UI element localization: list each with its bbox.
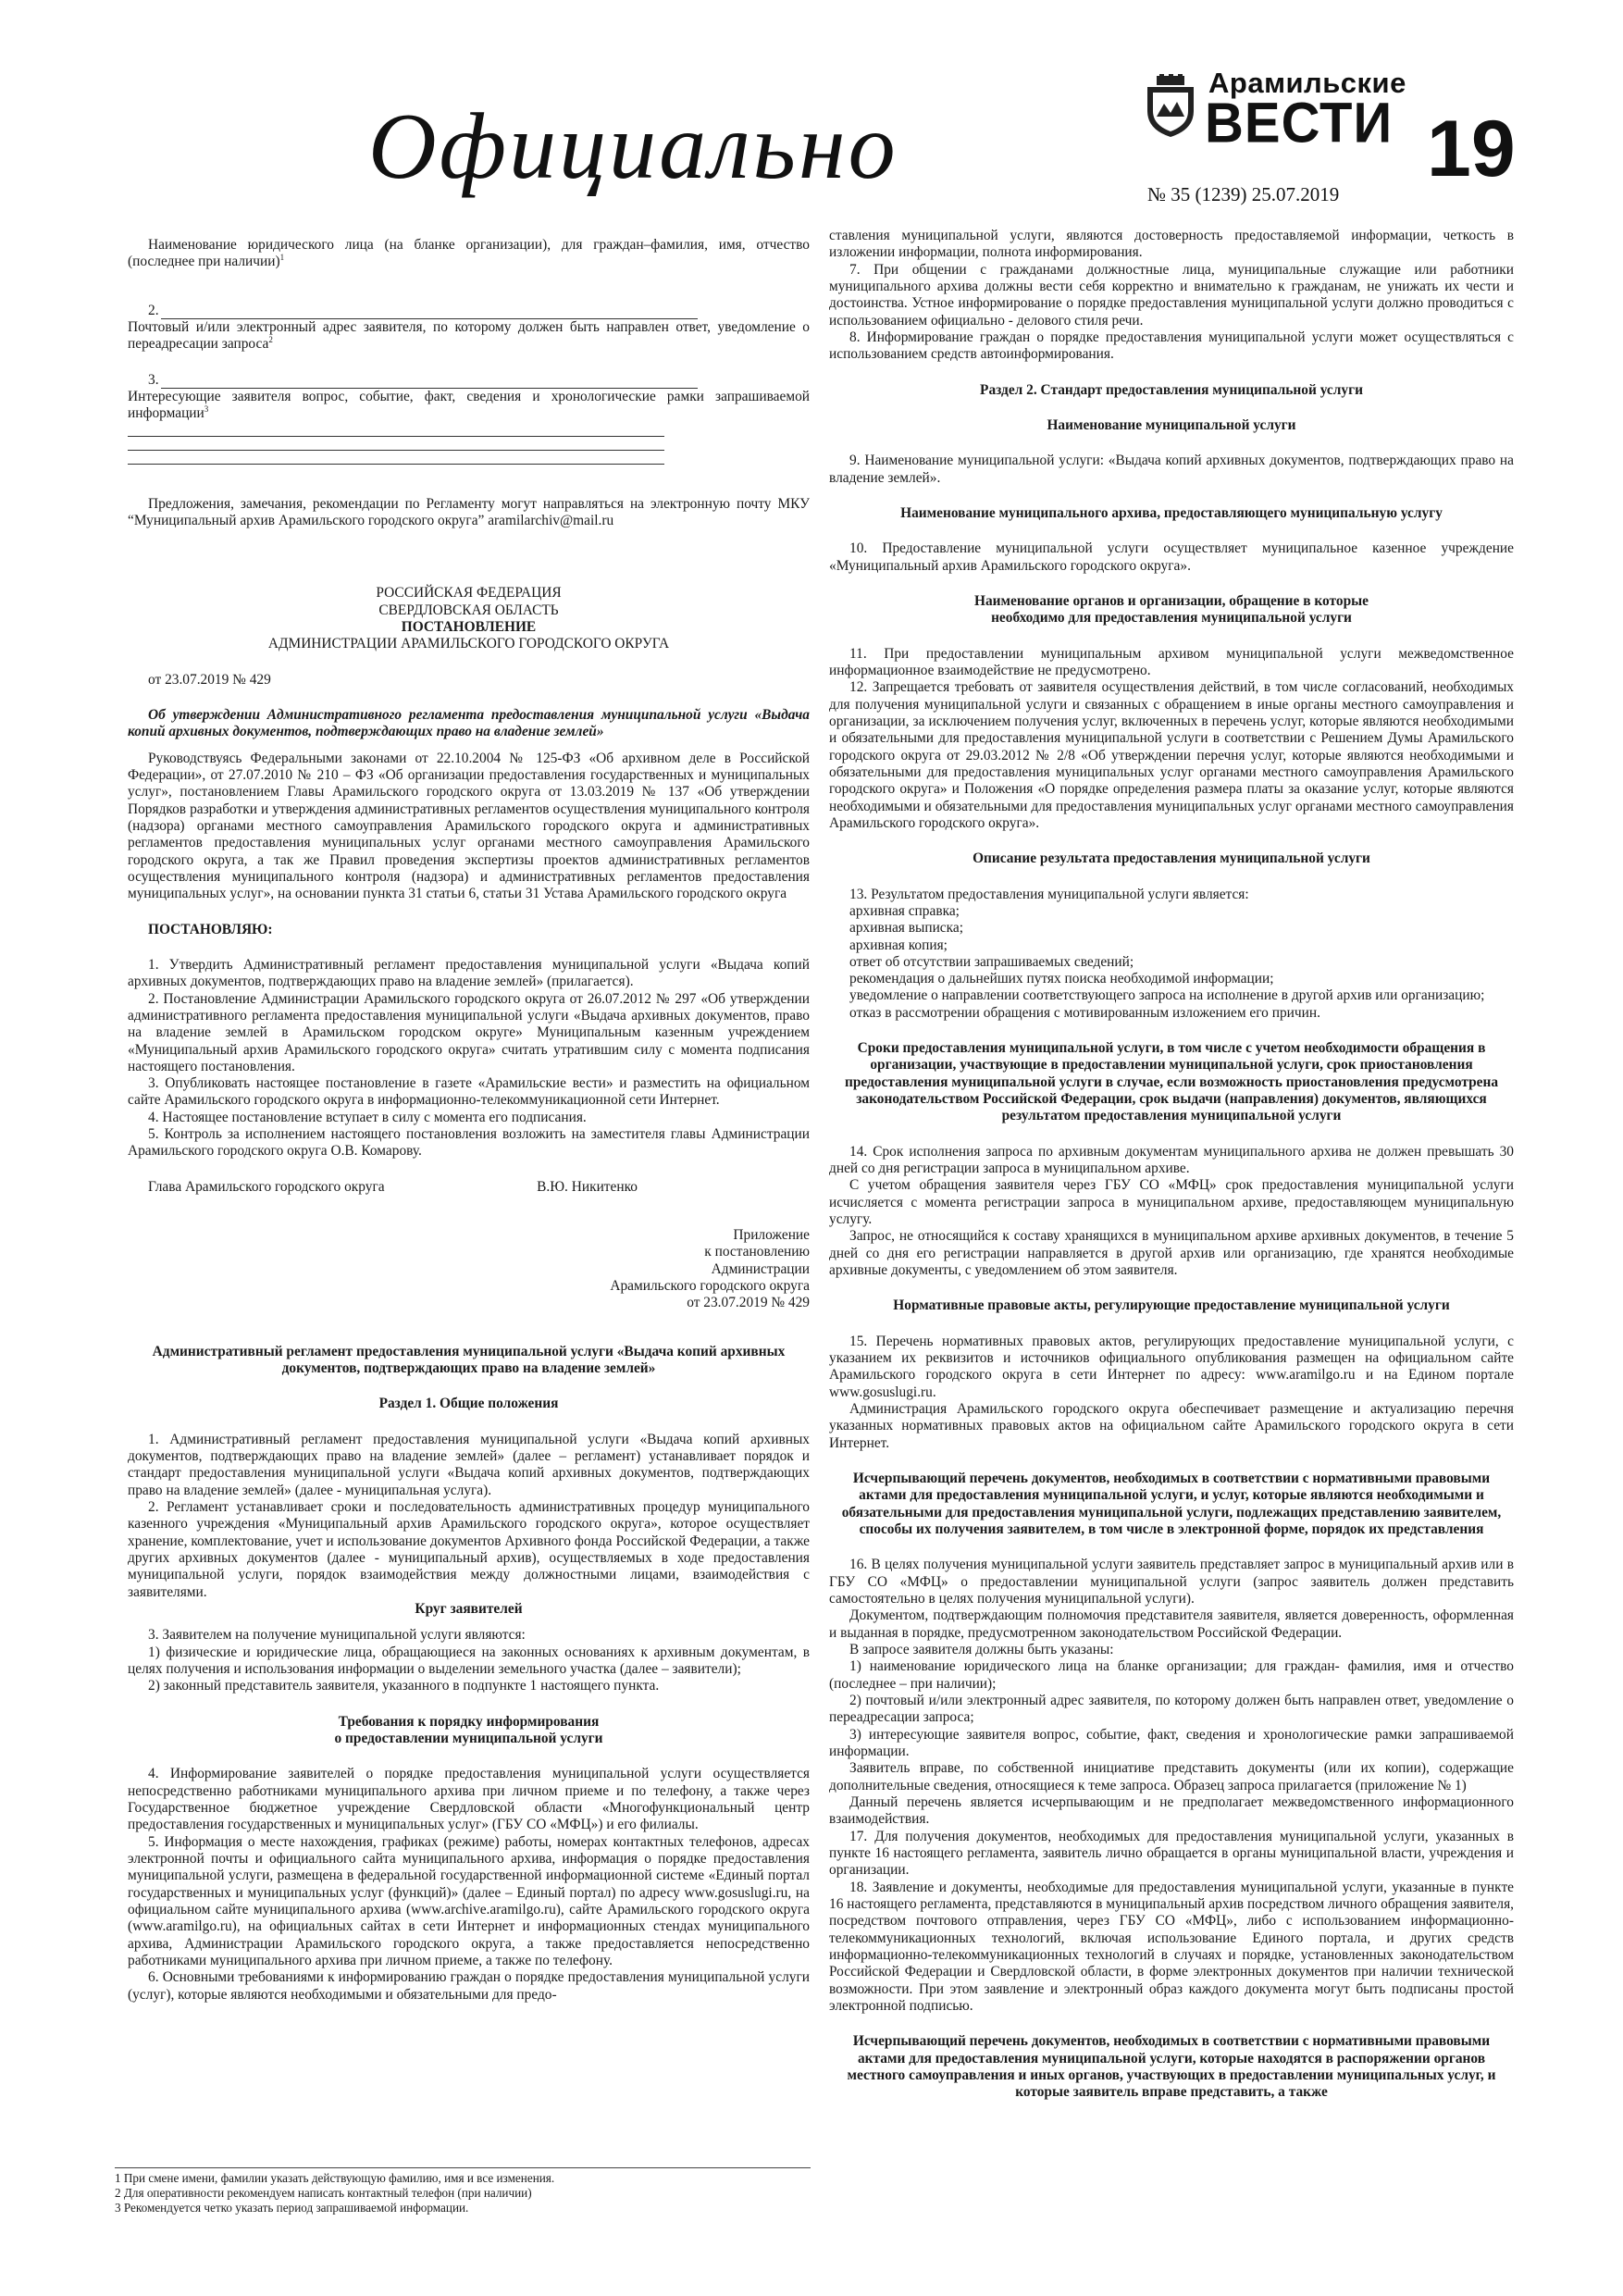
paragraph: 10. Предоставление муниципальной услуги осуществляет муниципальное казенное учреждение «Муниципальный архив Арамильского городского округа». (829, 540, 1514, 574)
archive-name-heading: Наименование муниципального архива, предоставляющего муниципальную услугу (900, 504, 1443, 521)
appendix-line: к постановлению (704, 1244, 810, 1260)
section-1-heading: Раздел 1. Общие положения (378, 1396, 559, 1412)
result-item: архивная справка; (849, 902, 960, 919)
regulation-title: Административный регламент предоставления муниципальной услуги «Выдача копий архивных документов, подтверждающих право на владение землей» (152, 1343, 786, 1377)
appendix-line: Арамильского городского округа (610, 1278, 810, 1295)
decree-header (128, 585, 810, 652)
paragraph: 16. В целях получения муниципальной услуги заявитель представляет запрос в муниципальный архив или в ГБУ СО «МФЦ» о предоставлении муниципальной услуги (запрос заявитель должен представить самостоятельно в целях получения муниципальной услуги). (829, 1557, 1514, 1607)
legal-acts-heading: Нормативные правовые акты, регулирующие предоставление муниципальной услуги (893, 1297, 1450, 1314)
form-field-2-line: 2. (128, 303, 810, 319)
paragraph: Запрос, не относящийся к составу хранящихся в муниципальном архиве архивных документов, в течение 5 дней со дня его регистрации направляется в другой архив или организацию, где хранятся необходимые архивные документы, с уведомлением об этом заявителя. (829, 1228, 1514, 1279)
decree-item: 3. Опубликовать настоящее постановление в газете «Арамильские вести» и разместить на официальном сайте Арамильского городского округа в информационно-телекоммуникационной сети Интернет. (128, 1075, 810, 1109)
paragraph: 3. Заявителем на получение муниципальной услуги являются: (148, 1627, 526, 1644)
logo-big-text: ВЕСТИ (1205, 91, 1394, 155)
decree-date: от 23.07.2019 № 429 (148, 671, 271, 688)
section-title: Официально (368, 94, 898, 199)
paragraph: 12. Запрещается требовать от заявителя осуществления действий, в том числе согласований, необходимых для получения муниципальной услуги и связанных с обращением в иные органы местного самоуправления и организации, за исключением получения услуг, включенных в перечень услуг, которые являются необходимыми и обязательными для предоставления муниципальной услуги в соответствии с Решением Думы Арамильского городского округа от 29.03.2012 № 2/8 «Об утверждении перечня услуг, которые являются необходимыми и обязательными для предоставления муниципальных услуг органами местного самоуправления Арамильского городского округа» и Положения «О порядке определения размера платы за оказание услуг, которые являются необходимыми и обязательными для предоставления муниципальных услуг органами местного самоуправления Арамильского городского округа». (829, 679, 1514, 831)
decree-item: 2. Постановление Администрации Арамильского городского округа от 26.07.2012 № 297 «Об утверждении административного регламента предоставления муниципальной услуги «Выдача архивных документов, право на владение землей в Арамильском городском округе» Муниципальным казенным учреждением «Муниципальный архив Арамильского городского округа» считать утратившим силу с момента подписания настоящего постановления. (128, 990, 810, 1074)
paragraph: 2) почтовый и/или электронный адрес заявителя, по которому должен быть направлен ответ, уведомление о переадресации запроса; (829, 1692, 1514, 1726)
result-item: архивная копия; (849, 937, 948, 953)
paragraph: 8. Информирование граждан о порядке предоставления муниципальной услуги может осуществляться с использованием средств автоинформирования. (829, 329, 1514, 363)
service-name-heading: Наименование муниципальной услуги (1047, 416, 1296, 433)
paragraph: 7. При общении с гражданами должностные лица, муниципальные служащие или работники муниципального архива должны вести себя корректно и внимательно к гражданам, не унижать их чести и достоинства. Устное информирование о порядке предоставления муниципальной услуги должно проводиться с использованием официально - делового стиля речи. (829, 261, 1514, 329)
paragraph: 11. При предоставлении муниципальным архивом муниципальной услуги межведомственное информационное взаимодействие не предусмотрено. (829, 645, 1514, 678)
paragraph: 6. Основными требованиями к информированию граждан о порядке предоставления муниципальной услуги (услуг), которые являются необходимыми и обязательными для предо- (128, 1969, 810, 2003)
appendix-note (128, 1227, 810, 1312)
paragraph: Заявитель вправе, по собственной инициативе представить документы (или их копии), содержащие дополнительные сведения, относящиеся к теме запроса. Образец запроса прилагается (приложение № 1) (829, 1760, 1514, 1793)
right-column (829, 228, 1514, 2102)
paragraph: 18. Заявление и документы, необходимые для предоставления муниципальной услуги, указанные в пункте 16 настоящего регламента, представляются в муниципальный архив посредством личного обращения заявителя, посредством почтового отправления, через ГБУ СО «МФЦ», либо с использованием информационно-телекоммуникационных технологий, включая использование Единого портала, и других средств информационно-телекоммуникационных технологий в случаях и порядке, установленных законодательством Российской Федерации и Свердловской области, в форме электронных документов при наличии технической возможности. При этом заявление и электронный образ каждого документа могут быть подписаны простой электронной подписью. (829, 1879, 1514, 2014)
page-number: 19 (1427, 105, 1516, 193)
documents-heading-2: Исчерпывающий перечень документов, необходимых в соответствии с нормативными правовыми актами для предоставления муниципальной услуги, которые находятся в распоряжении органов местного самоуправления и иных органов, участвующих в предоставлении муниципальных услуг, и которые заявитель вправе представить, а также (847, 2033, 1496, 2101)
paragraph: ставления муниципальной услуги, являются достоверность предоставляемой информации, четкость в изложении информации, полнота информирования. (829, 228, 1514, 261)
result-item: отказ в рассмотрении обращения с мотивированным изложением его причин. (849, 1004, 1320, 1021)
blank-line (128, 423, 664, 437)
logo-small-text: Арамильские (1208, 67, 1406, 99)
paragraph: 13. Результатом предоставления муниципальной услуги является: (849, 886, 1249, 902)
decree-authority: АДМИНИСТРАЦИИ АРАМИЛЬСКОГО ГОРОДСКОГО ОКРУГА (267, 636, 670, 652)
footnote: 3 Рекомендуется четко указать период запрашиваемой информации. (115, 2201, 469, 2215)
terms-heading: Сроки предоставления муниципальной услуги, в том числе с учетом необходимости обращения в организации, участвующие в предоставлении муниципальной услуги, срок приостановления предоставления муниципальной услуги в случае, если возможность приостановления предусмотрена законодательством Российской Федерации, срок выдачи (направления) документов, являющихся результатом предоставления муниципальной услуги (844, 1040, 1499, 1124)
decree-region: СВЕРДЛОВСКАЯ ОБЛАСТЬ (378, 602, 559, 618)
section-2-heading: Раздел 2. Стандарт предоставления муниципальной услуги (980, 381, 1363, 398)
paragraph: 14. Срок исполнения запроса по архивным документам муниципального архива не должен превышать 30 дней со дня регистрации запроса в муниципальном архиве. (829, 1143, 1514, 1177)
paragraph: Администрация Арамильского городского округа обеспечивает размещение и актуализацию перечня указанных нормативных правовых актов на официальном сайте Арамильского городского округа в сети Интернет. (829, 1401, 1514, 1451)
paragraph: 3) интересующие заявителя вопрос, событие, факт, сведения и хронологические рамки запрашиваемой информации. (829, 1726, 1514, 1759)
paragraph: 2) законный представитель заявителя, указанного в подпункте 1 настоящего пункта. (148, 1678, 660, 1694)
result-item: ответ об отсутствии запрашиваемых сведений; (849, 953, 1134, 970)
result-item: архивная выписка; (849, 920, 963, 937)
decree-item: 4. Настоящее постановление вступает в силу с момента его подписания. (148, 1109, 587, 1125)
info-requirements-heading: Требования к порядку информирования (338, 1713, 600, 1730)
paragraph: 5. Информация о месте нахождения, графиках (режиме) работы, номерах контактных телефонов, адресах электронной почты и официального сайта муниципального архива, информация о порядке предоставления муниципальной услуги, размещена в федеральной государственной информационной системе «Единый портал государственных и муниципальных услуг (функций)» (далее – Единый портал) по адресу www.gosuslugi.ru, на официальном сайте муниципального архива (www.archive.aramilgo.ru), сайте Арамильского городского округа (www.aramilgo.ru), на официальных сайтах в сети Интернет и информационных стендах муниципального архива, Администрации Арамильского городского округа, а также предоставляется непосредственно работниками муниципального архива при личном приеме, а также по телефону. (128, 1833, 810, 1968)
paragraph: 17. Для получения документов, необходимых для предоставления муниципальной услуги, указанных в пункте 16 настоящего регламента, заявитель лично обращается в органы муниципальной власти, учреждения и организации. (829, 1828, 1514, 1879)
appendix-line: Приложение (733, 1227, 810, 1244)
organizations-heading-2: необходимо для предоставления муниципальной услуги (991, 610, 1352, 627)
decree-item: 1. Утвердить Административный регламент предоставления муниципальной услуги «Выдача копий архивных документов, подтверждающих право на владение землей» (прилагается). (128, 956, 810, 990)
coat-of-arms-icon (1144, 74, 1197, 139)
footnote: 1 При смене имени, фамилии указать действующую фамилию, имя и все изменения. (115, 2171, 555, 2185)
paragraph: В запросе заявителя должны быть указаны: (849, 1641, 1114, 1657)
form-field-3-line: 3. (128, 372, 810, 389)
form-field-3: Интересующие заявителя вопрос, событие, факт, сведения и хронологические рамки запрашиваемой информации$^3$ (128, 388, 810, 422)
decree-title: Об утверждении Административного регламента предоставления муниципальной услуги «Выдача копий архивных документов, подтверждающих право на владение землей» (128, 706, 810, 740)
result-item: рекомендация о дальнейших путях поиска необходимой информации; (849, 971, 1274, 987)
footnotes (115, 2167, 811, 2215)
masthead (0, 0, 1623, 222)
form-field-2: Почтовый и/или электронный адрес заявителя, по которому должен быть направлен ответ, уведомление о переадресации запроса$^2$ (128, 318, 810, 353)
result-heading: Описание результата предоставления муниципальной услуги (973, 850, 1370, 867)
paragraph: Документом, подтверждающим полномочия представителя заявителя, является доверенность, оформленная и выданная в порядке, предусмотренном законодательством Российской Федерации. (829, 1607, 1514, 1641)
issue-number: № 35 (1239) 25.07.2019 (1147, 183, 1340, 205)
paragraph: 1) наименование юридического лица на бланке организации; для граждан- фамилия, имя и отчество (последнее – при наличии); (829, 1658, 1514, 1692)
paragraph: 1) физические и юридические лица, обращающиеся на законных основаниях к архивным документам, в целях получения и использования информации о выделении земельного участка (далее – заявители); (128, 1644, 810, 1678)
appendix-line: от 23.07.2019 № 429 (687, 1295, 810, 1311)
blank-line (128, 437, 664, 451)
info-requirements-heading-2: о предоставлении муниципальной услуги (334, 1731, 603, 1746)
paragraph: Данный перечень является исчерпывающим и не предполагает межведомственного информационного взаимодействия. (829, 1793, 1514, 1828)
signature-role: Глава Арамильского городского округа (148, 1178, 385, 1195)
paragraph: 4. Информирование заявителей о порядке предоставления муниципальной услуги осуществляется непосредственно работниками муниципального архива при личном приеме и по телефону, а также через Государственное бюджетное учреждение Свердловской области «Многофункциональный центр предоставления государственных и муниципальных услуг» (ГБУ СО «МФЦ») и его филиалы. (128, 1766, 810, 1833)
signature-block (128, 1179, 810, 1196)
proposals-text: Предложения, замечания, рекомендации по Регламенту могут направляться на электронную почту МКУ “Муниципальный архив Арамильского городского округа” aramilarchiv@mail.ru (128, 495, 810, 528)
applicants-heading: Круг заявителей (415, 1601, 523, 1618)
newspaper-logo (1144, 65, 1406, 176)
documents-heading: Исчерпывающий перечень документов, необходимых в соответствии с нормативными правовыми актами для предоставления муниципальной услуги, и услуг, которые являются необходимыми и обязательными для предоставления муниципальной услуги, подлежащих представлению заявителем, способы их получения заявителем, в том числе в электронной форме, порядок их представления (841, 1471, 1502, 1538)
appendix-line: Администрации (711, 1260, 810, 1277)
blank-line (128, 451, 664, 465)
result-item: уведомление о направлении соответствующего запроса на исполнение в другой архив или организацию; (849, 987, 1485, 1004)
paragraph: 9. Наименование муниципальной услуги: «Выдача копий архивных документов, подтверждающих право на владение землей». (829, 453, 1514, 486)
organizations-heading: Наименование органов и организации, обращение в которые (974, 592, 1369, 609)
left-column (128, 228, 810, 2004)
decree-item: 5. Контроль за исполнением настоящего постановления возложить на заместителя главы Администрации Арамильского городского округа О.В. Комарову. (128, 1126, 810, 1160)
paragraph: 1. Административный регламент предоставления муниципальной услуги «Выдача копий архивных документов, подтверждающих право на владение землей» (далее – регламент) устанавливает порядок и стандарт предоставления муниципальной услуги «Выдача копий архивных документов, подтверждающих право на владение землей» (далее - муниципальная услуга). (128, 1431, 810, 1498)
decree-resolve: ПОСТАНОВЛЯЮ: (148, 921, 273, 937)
decree-type: ПОСТАНОВЛЕНИЕ (401, 618, 537, 635)
form-field-1: Наименование юридического лица (на бланке организации), для граждан–фамилия, имя, отчество (последнее при наличии)$^1$ (128, 237, 810, 270)
signature-name: В.Ю. Никитенко (537, 1178, 638, 1195)
decree-preamble: Руководствуясь Федеральными законами от 22.10.2004 № 125-ФЗ «Об архивном деле в Российской Федерации», от 27.07.2010 № 210 – ФЗ «Об организации предоставления государственных и муниципальных услуг», постановлением Главы Арамильского городского округа от 13.03.2019 № 137 «Об утверждении Порядков разработки и утверждения административных регламентов осуществления муниципального контроля (надзора) органами местного самоуправления Арамильского городского округа и административных регламентов предоставления муниципальных услуг органами местного самоуправления Арамильского городского округа, а так же Правил проведения экспертизы проектов административных регламентов осуществления муниципального контроля (надзора) и административных регламентов предоставления муниципальных услуг», на основании пункта 31 статьи 6, статьи 31 Устава Арамильского городского округа (128, 750, 810, 902)
paragraph: 15. Перечень нормативных правовых актов, регулирующих предоставление муниципальной услуги, с указанием их реквизитов и источников официального опубликования размещен на официальном сайте Арамильского городского округа в сети Интернет по адресу: www.aramilgo.ru и на Едином портале www.gosuslugi.ru. (829, 1333, 1514, 1400)
footnote: 2 Для оперативности рекомендуем написать контактный телефон (при наличии) (115, 2186, 532, 2201)
paragraph: С учетом обращения заявителя через ГБУ СО «МФЦ» срок предоставления муниципальной услуги исчисляется с момента регистрации запроса в муниципальном архиве, предоставляющем муниципальную услугу. (829, 1177, 1514, 1228)
decree-country: РОССИЙСКАЯ ФЕДЕРАЦИЯ (376, 585, 562, 602)
paragraph: 2. Регламент устанавливает сроки и последовательность административных процедур муниципального казенного учреждения «Муниципальный архив Арамильского городского округа», которое осуществляет хранение, комплектование, учет и использование документов Архивного фонда Российской Федерации, а также других архивных документов (далее - муниципальный архив), осуществляемых в ходе предоставления муниципальной услуги, порядок взаимодействия между должностными лицами, взаимодействия с заявителями. (128, 1499, 810, 1600)
